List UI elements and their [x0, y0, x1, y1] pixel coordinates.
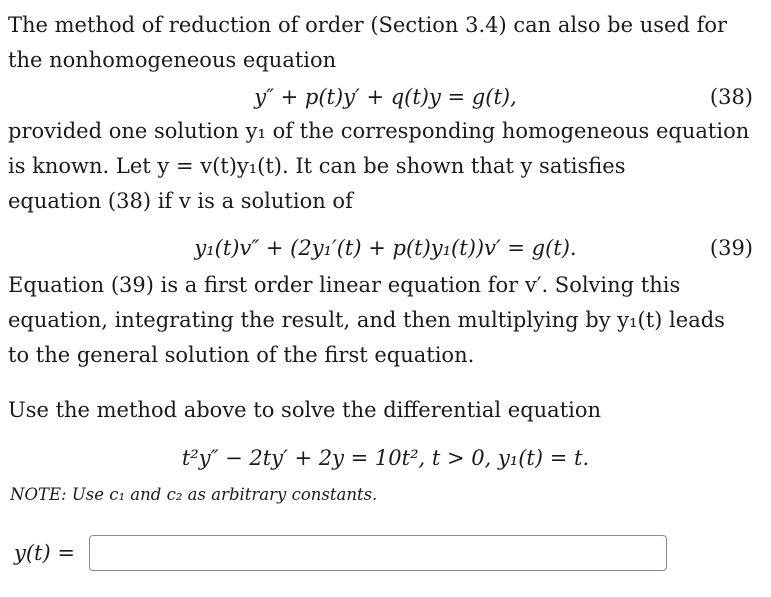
middle-line-3: equation (38) if v is a solution of	[8, 189, 353, 213]
answer-input[interactable]	[89, 535, 667, 571]
after-paragraph	[8, 268, 760, 373]
equation-38-number: (38)	[709, 85, 753, 109]
intro-line-2: the nonhomogeneous equation	[8, 48, 337, 72]
equation-38: y″ + p(t)y′ + q(t)y = g(t),	[254, 85, 517, 109]
task-paragraph	[8, 393, 760, 428]
middle-line-1: provided one solution y₁ of the corresponding homogeneous equation	[8, 119, 750, 143]
middle-paragraph	[8, 114, 760, 219]
intro-line-1: The method of reduction of order (Section 3.4) can also be used for	[8, 13, 728, 37]
after-line-2: equation, integrating the result, and then multiplying by y₁(t) leads	[8, 308, 725, 332]
problem-equation: t²y″ − 2ty′ + 2y = 10t², t > 0, y₁(t) = t.	[181, 446, 590, 470]
equation-39: y₁(t)v″ + (2y₁′(t) + p(t)y₁(t))v′ = g(t).	[194, 236, 577, 260]
equation-39-number: (39)	[709, 236, 753, 260]
task-line-1: Use the method above to solve the differential equation	[8, 398, 602, 422]
middle-line-2: is known. Let y = v(t)y₁(t). It can be shown that y satisfies	[8, 154, 626, 178]
note-text: NOTE: Use c₁ and c₂ as arbitrary constants.	[10, 485, 378, 504]
after-line-3: to the general solution of the first equation.	[8, 343, 475, 367]
answer-label: y(t) =	[14, 541, 75, 565]
intro-paragraph	[8, 8, 760, 78]
after-line-1: Equation (39) is a first order linear equation for v′. Solving this	[8, 273, 681, 297]
